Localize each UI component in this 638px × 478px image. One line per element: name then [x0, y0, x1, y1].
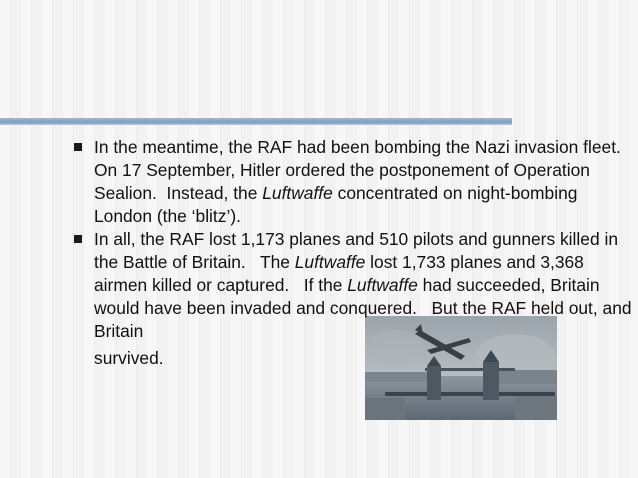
bullet-text: In the meantime, the RAF had been bombing the Nazi invasion fleet. On 17 September, Hitler ordered the postponement of Operation Sealion. Instead, the Luftwaffe concentrated on night-bombing London (the ‘blitz’).	[94, 137, 636, 226]
bullet-last-line: survived.	[94, 348, 164, 368]
square-bullet-icon	[74, 143, 82, 151]
bullet-item-losses	[74, 228, 637, 370]
slide-body	[74, 136, 637, 370]
bullet-text: In all, the RAF lost 1,173 planes and 510 pilots and gunners killed in the Battle of Britain. The Luftwaffe lost 1,733 planes and 3,368 airmen killed or captured. If the Luftwaffe had succeeded, Britain would have been invaded and conquered. But the RAF held out, and Britain survived.	[94, 229, 637, 368]
square-bullet-icon	[74, 235, 82, 243]
bullet-item-night-bombing	[74, 136, 634, 228]
title-divider-bar	[0, 118, 512, 125]
